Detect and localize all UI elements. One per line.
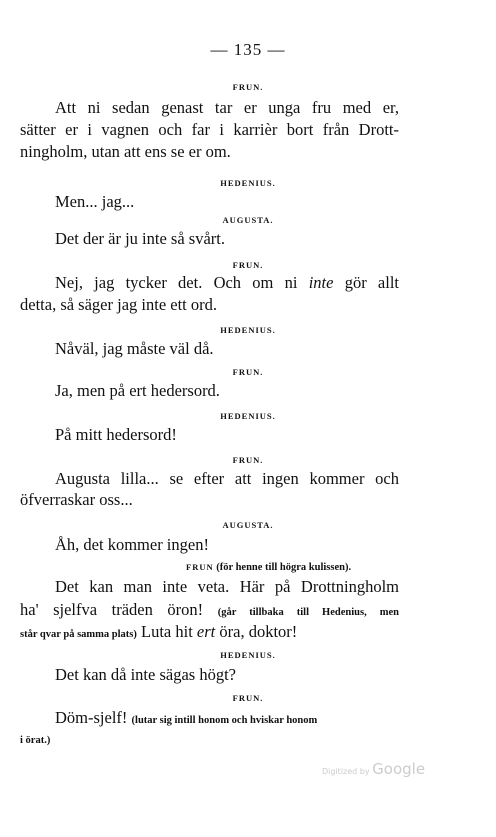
dialogue-line [20,600,399,623]
dialogue-line: Åh, det kommer ingen! [55,535,209,554]
dialogue-line: Det kan man inte veta. Här på Drottningholm [55,577,399,596]
dialogue-line: Men... jag... [55,192,135,211]
emphasis-text: inte [308,273,334,292]
page-number: — 135 — [210,40,286,59]
stage-direction: i örat.) [20,735,51,746]
emphasis-text: ert [196,622,216,641]
dialogue-line: Ja, men på ert hedersord. [55,381,220,400]
dialogue-line: sätter er i vagnen och far i karrièr bort från Drott- [20,120,399,139]
stage-direction: (lutar sig intill honom och hviskar honom [131,715,318,726]
dialogue-line: Det der är ju inte så svårt. [55,229,225,248]
stage-direction: (för henne till högra kulissen). [216,562,352,573]
dialogue-line: ningholm, utan att ens se er om. [20,142,231,161]
text-span: Nej, jag tycker det. Och om ni [55,273,298,292]
text-span: ha' sjelfva träden öron! [20,600,204,619]
speaker-frun: FRUN. [232,260,264,270]
dialogue-line: På mitt hedersord! [55,425,177,444]
dialogue-line: Nåväl, jag måste väl då. [55,339,214,358]
speaker-hedenius: HEDENIUS. [220,325,276,335]
dialogue-line [55,273,399,293]
dialogue-line: öfverraskar oss... [20,490,133,509]
watermark-brand: Google [372,760,426,778]
dialogue-line: Att ni sedan genast tar er unga fru med er, [55,98,399,117]
dialogue-line: Augusta lilla... se efter att ingen kommer och [55,469,399,488]
speaker-frun: FRUN. [232,455,264,465]
speaker-frun: FRUN. [232,367,264,377]
speaker-augusta: AUGUSTA. [222,520,274,530]
text-span: Luta hit [141,622,193,641]
speaker-hedenius: HEDENIUS. [220,178,276,188]
speaker-augusta: AUGUSTA. [222,215,274,225]
text-span: Döm-sjelf! [55,708,128,727]
text-span: öra, doktor! [219,622,298,641]
speaker-hedenius: HEDENIUS. [220,411,276,421]
speaker-with-stage-direction [186,562,401,573]
dialogue-line: Det kan då inte sägas högt? [55,665,236,684]
digitization-watermark [322,760,425,778]
stage-direction: står qvar på samma plats) [20,629,137,640]
speaker-frun: FRUN. [232,82,264,92]
dialogue-line: detta, så säger jag inte ett ord. [20,295,218,314]
watermark-prefix: Digitized by [322,767,370,776]
text-span: gör allt [344,273,400,292]
speaker-frun: FRUN [186,562,214,572]
stage-direction: (går tillbaka till Hedenius, men [217,607,399,618]
dialogue-line [20,622,297,645]
speaker-frun: FRUN. [232,693,264,703]
dialogue-line [55,708,317,731]
speaker-hedenius: HEDENIUS. [220,650,276,660]
